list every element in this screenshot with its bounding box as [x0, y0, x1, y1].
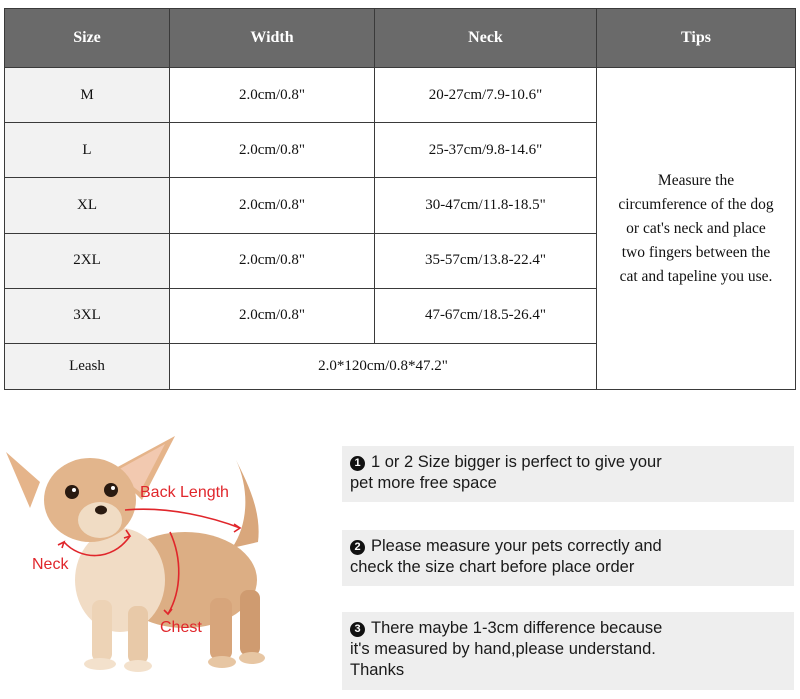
header-width: Width: [170, 9, 375, 68]
tips-line: or cat's neck and place: [626, 219, 766, 237]
tips-cell: [597, 68, 796, 390]
dog-paw: [239, 652, 265, 664]
size-value: L: [5, 123, 170, 178]
neck-value: 47-67cm/18.5-26.4": [375, 288, 597, 343]
size-value: 2XL: [5, 233, 170, 288]
tips-line: two fingers between the: [621, 243, 771, 261]
number-two-icon: 2: [350, 540, 365, 555]
number-one-icon: 1: [350, 456, 365, 471]
arrow-head-icon: [58, 542, 64, 548]
tip-text-line: check the size chart before place order: [350, 558, 635, 576]
width-value: 2.0cm/0.8": [170, 178, 375, 233]
table-row: [5, 68, 796, 123]
eye-glint: [111, 486, 115, 490]
width-value: 2.0cm/0.8": [170, 123, 375, 178]
header-tips: Tips: [597, 9, 796, 68]
dog-paw: [208, 656, 236, 668]
arrow-head-icon: [234, 524, 240, 532]
dog-measurement-illustration: [0, 430, 320, 680]
tip-text-line: pet more free space: [350, 474, 497, 492]
tip-text-line: Please measure your pets correctly and: [371, 537, 662, 555]
dog-leg: [240, 590, 260, 656]
dog-paw: [124, 660, 152, 672]
size-value: XL: [5, 178, 170, 233]
dog-chest: [75, 528, 165, 632]
dog-eye: [65, 485, 79, 499]
width-value: 2.0cm/0.8": [170, 288, 375, 343]
dog-tail: [232, 460, 259, 548]
neck-value: 25-37cm/9.8-14.6": [375, 123, 597, 178]
leash-value: 2.0*120cm/0.8*47.2": [170, 343, 597, 389]
width-value: 2.0cm/0.8": [170, 233, 375, 288]
dog-leg: [210, 598, 232, 660]
dog-eye: [104, 483, 118, 497]
dog-paw: [84, 658, 116, 670]
tips-line: circumference of the dog: [618, 195, 774, 213]
tip-text-line: it's measured by hand,please understand.: [350, 640, 656, 658]
dog-nose: [95, 506, 107, 515]
chihuahua-image: [0, 430, 320, 680]
eye-glint: [72, 488, 76, 492]
tip-text-line: 1 or 2 Size bigger is perfect to give your: [371, 453, 662, 471]
dog-ear: [6, 452, 40, 508]
dog-leg: [92, 600, 112, 662]
dog-leg: [128, 606, 148, 664]
width-value: 2.0cm/0.8": [170, 68, 375, 123]
chest-label: Chest: [160, 619, 202, 636]
leash-label: Leash: [5, 343, 170, 389]
size-value: 3XL: [5, 288, 170, 343]
neck-label: Neck: [32, 556, 69, 573]
tip-text-line: There maybe 1-3cm difference because: [371, 619, 663, 637]
tips-line: Measure the: [657, 171, 735, 189]
tip-panel-3: [342, 612, 794, 690]
tip-text-line: Thanks: [350, 661, 405, 679]
back-length-label: Back Length: [140, 484, 229, 501]
back-length-measure-line: [125, 509, 240, 528]
neck-value: 30-47cm/11.8-18.5": [375, 178, 597, 233]
header-size: Size: [5, 9, 170, 68]
neck-value: 20-27cm/7.9-10.6": [375, 68, 597, 123]
tip-panel-1: [342, 446, 794, 502]
tip-panel-2: [342, 530, 794, 586]
table-header-row: [5, 9, 796, 68]
size-value: M: [5, 68, 170, 123]
size-chart-table: [4, 8, 796, 390]
header-neck: Neck: [375, 9, 597, 68]
tips-line: cat and tapeline you use.: [619, 267, 773, 285]
neck-value: 35-57cm/13.8-22.4": [375, 233, 597, 288]
number-three-icon: 3: [350, 622, 365, 637]
